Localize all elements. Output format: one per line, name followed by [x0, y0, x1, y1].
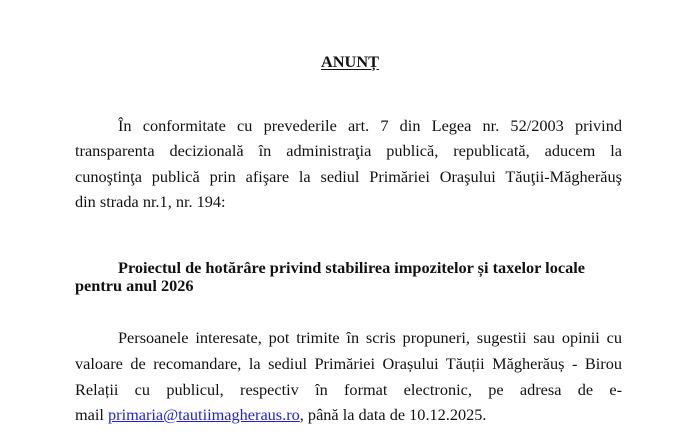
paragraph-line: cunoştinţa publică prin afişare la sediul Primăriei Oraşului Tăuţii-Măgherăuş	[75, 167, 622, 186]
heading-line: pentru anul 2026	[75, 276, 194, 295]
paragraph-line: În conformitate cu prevederile art. 7 din Legea nr. 52/2003 privind	[118, 116, 622, 135]
announcement-title	[0, 52, 700, 72]
last-line-prefix: mail	[75, 405, 109, 424]
last-line-suffix: , până la data de 10.12.2025.	[299, 405, 487, 424]
paragraph-line: Persoanele interesate, pot trimite în scris propuneri, sugestii sau opinii cu	[118, 328, 622, 347]
email-link[interactable]: primaria@tautiimagheraus.ro	[108, 405, 300, 424]
paragraph-last-line	[75, 405, 622, 425]
paragraph-line: transparenta decizională în administraţia publică, republicată, aducem la	[75, 141, 622, 160]
announcement-title-text: ANUNȚ	[321, 52, 379, 71]
paragraph-line: valoare de recomandare, la sediul Primăriei Orașului Tăuții Măgherăuș - Birou	[75, 354, 622, 373]
paragraph-line: din strada nr.1, nr. 194:	[75, 192, 226, 211]
paragraph-line: Relații cu publicul, respectiv în format electronic, pe adresa de e-	[75, 380, 622, 399]
heading-line: Proiectul de hotărâre privind stabilirea impozitelor și taxelor locale	[118, 258, 585, 277]
